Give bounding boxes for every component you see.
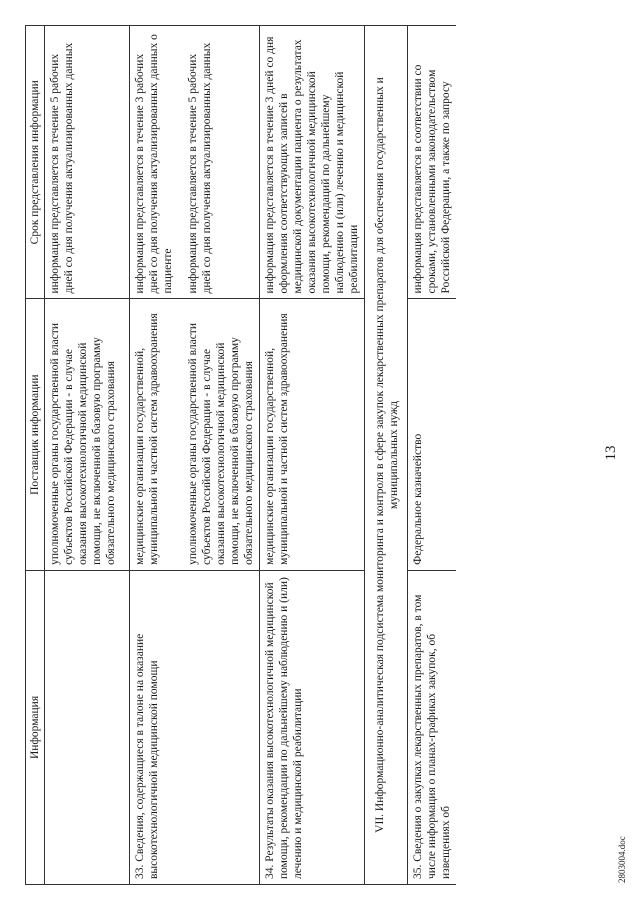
row33-info: 33. Сведения, содержащиеся в талоне на оказание высокотехнологичной медицинской помощи [129,570,259,884]
table-row [259,26,364,885]
row34-term: информация представляется в течение 3 дней со дня оформления соответствующих записей в медицинской документации пациента о результатах оказания высокотехнологичной медицинской помощи, рекомендаций по дальнейшему наблюдению и (или) лечению и медицинской реабилитации [259,26,364,299]
row0-supplier: уполномоченные органы государственной власти субъектов Российской Федерации - в случае оказания высокотехнологичной медицинской помощи, не включенной в базовую программу обязательного медицинского страхования [45,299,122,570]
row34-info: 34. Результаты оказания высокотехнологичной медицинской помощи, рекомендации по дальнейшему наблюдению и (или) лечению и медицинской реабилитации [259,570,364,884]
info-table [25,25,456,885]
row33-term-b: информация представляется в течение 5 рабочих дней со дня получения актуализированных данных [178,26,260,299]
row34-supplier: медицинские организации государственной, муниципальной и частной систем здравоохранения [259,299,364,570]
row33-supplier-a: медицинские организации государственной, муниципальной и частной систем здравоохранения [129,299,178,570]
section-heading: VII. Информационно-аналитическая подсистема мониторинга и контроля в сфере закупок лекарственных препаратов для обеспечения государственных и муниципальных нужд [364,26,407,885]
row0-info [45,570,122,884]
header-supplier: Поставщик информации [26,299,45,570]
row33-term-a: информация представляется в течение 3 рабочих дней со дня получения актуализированных данных о пациенте [129,26,178,299]
page-number: 13 [603,445,619,461]
row35-term: информация представляется в соответствии со сроками, установленными законодательством Российской Федерации, а также по запросу [407,26,456,299]
row35-supplier: Федеральное казначейство [407,299,456,570]
row33-supplier-b: уполномоченные органы государственной власти субъектов Российской Федерации - в случае оказания высокотехнологичной медицинской помощи, не включенной в базовую программу обязательного медицинского страхования [178,299,260,570]
footer-code: 2803004.doc [617,836,627,883]
table-row [45,26,122,885]
section-row [364,26,407,885]
table-row [129,26,178,885]
table-header-row [26,26,45,885]
header-information: Информация [26,570,45,884]
row0-term: информация представляется в течение 5 рабочих дней со дня получения актуализированных данных [45,26,122,299]
table-row [407,26,456,885]
row35-info: 35. Сведения о закупках лекарственных препаратов, в том числе информация о планах-графиках закупок, об извещениях об [407,570,456,884]
header-term: Срок представления информации [26,26,45,299]
